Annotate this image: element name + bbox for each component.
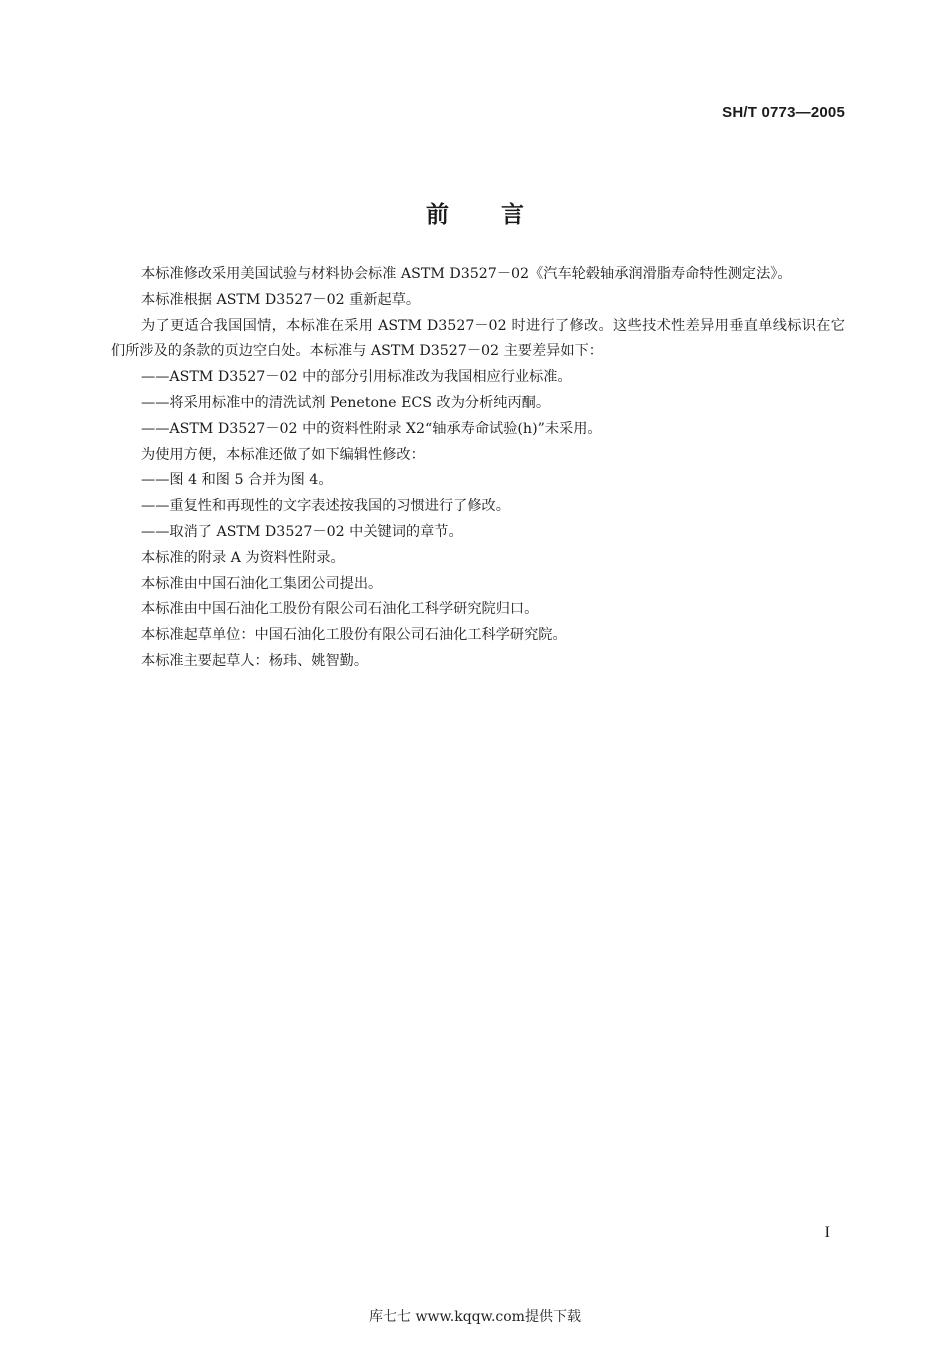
paragraph-modification: 为了更适合我国国情，本标准在采用 ASTM D3527－02 时进行了修改。这些技术性差异用垂直单线标识在它们所涉及的条款的页边空白处。本标准与 ASTM D3527－02 主要差异如下： [111, 317, 845, 360]
paragraph-drafters: 本标准主要起草人：杨玮、姚智勤。 [141, 652, 369, 669]
list-item-difference-1: ——ASTM D3527－02 中的部分引用标准改为我国相应行业标准。 [141, 369, 572, 386]
list-item-editorial-2: ——重复性和再现性的文字表述按我国的习惯进行了修改。 [141, 498, 510, 515]
paragraph-proposer: 本标准由中国石油化工集团公司提出。 [141, 575, 383, 592]
paragraph-centralized: 本标准由中国石油化工股份有限公司石油化工科学研究院归口。 [141, 601, 539, 618]
paragraph-editorial: 为使用方便，本标准还做了如下编辑性修改： [141, 446, 425, 463]
page-title: 前言 [426, 202, 576, 228]
list-item-difference-2: ——将采用标准中的清洗试剂 Penetone ECS 改为分析纯丙酮。 [141, 394, 551, 411]
document-body [111, 262, 845, 675]
standard-number: SH/T 0773—2005 [722, 104, 845, 121]
footer-watermark: 库七七 www.kqqw.com提供下载 [369, 1309, 581, 1325]
list-item-editorial-1: ——图 4 和图 5 合并为图 4。 [141, 472, 333, 489]
list-item-editorial-3: ——取消了 ASTM D3527－02 中关键词的章节。 [141, 523, 463, 540]
paragraph-drafting-unit: 本标准起草单位：中国石油化工股份有限公司石油化工科学研究院。 [141, 627, 567, 644]
list-item-difference-3: ——ASTM D3527－02 中的资料性附录 X2“轴承寿命试验(h)”未采用。 [141, 420, 602, 437]
paragraph-annex: 本标准的附录 A 为资料性附录。 [141, 549, 345, 566]
page-number: I [824, 1224, 830, 1241]
paragraph-adoption: 本标准修改采用美国试验与材料协会标准 ASTM D3527－02《汽车轮毂轴承润滑脂寿命特性测定法》。 [141, 266, 792, 282]
paragraph-redraft: 本标准根据 ASTM D3527－02 重新起草。 [141, 291, 421, 308]
